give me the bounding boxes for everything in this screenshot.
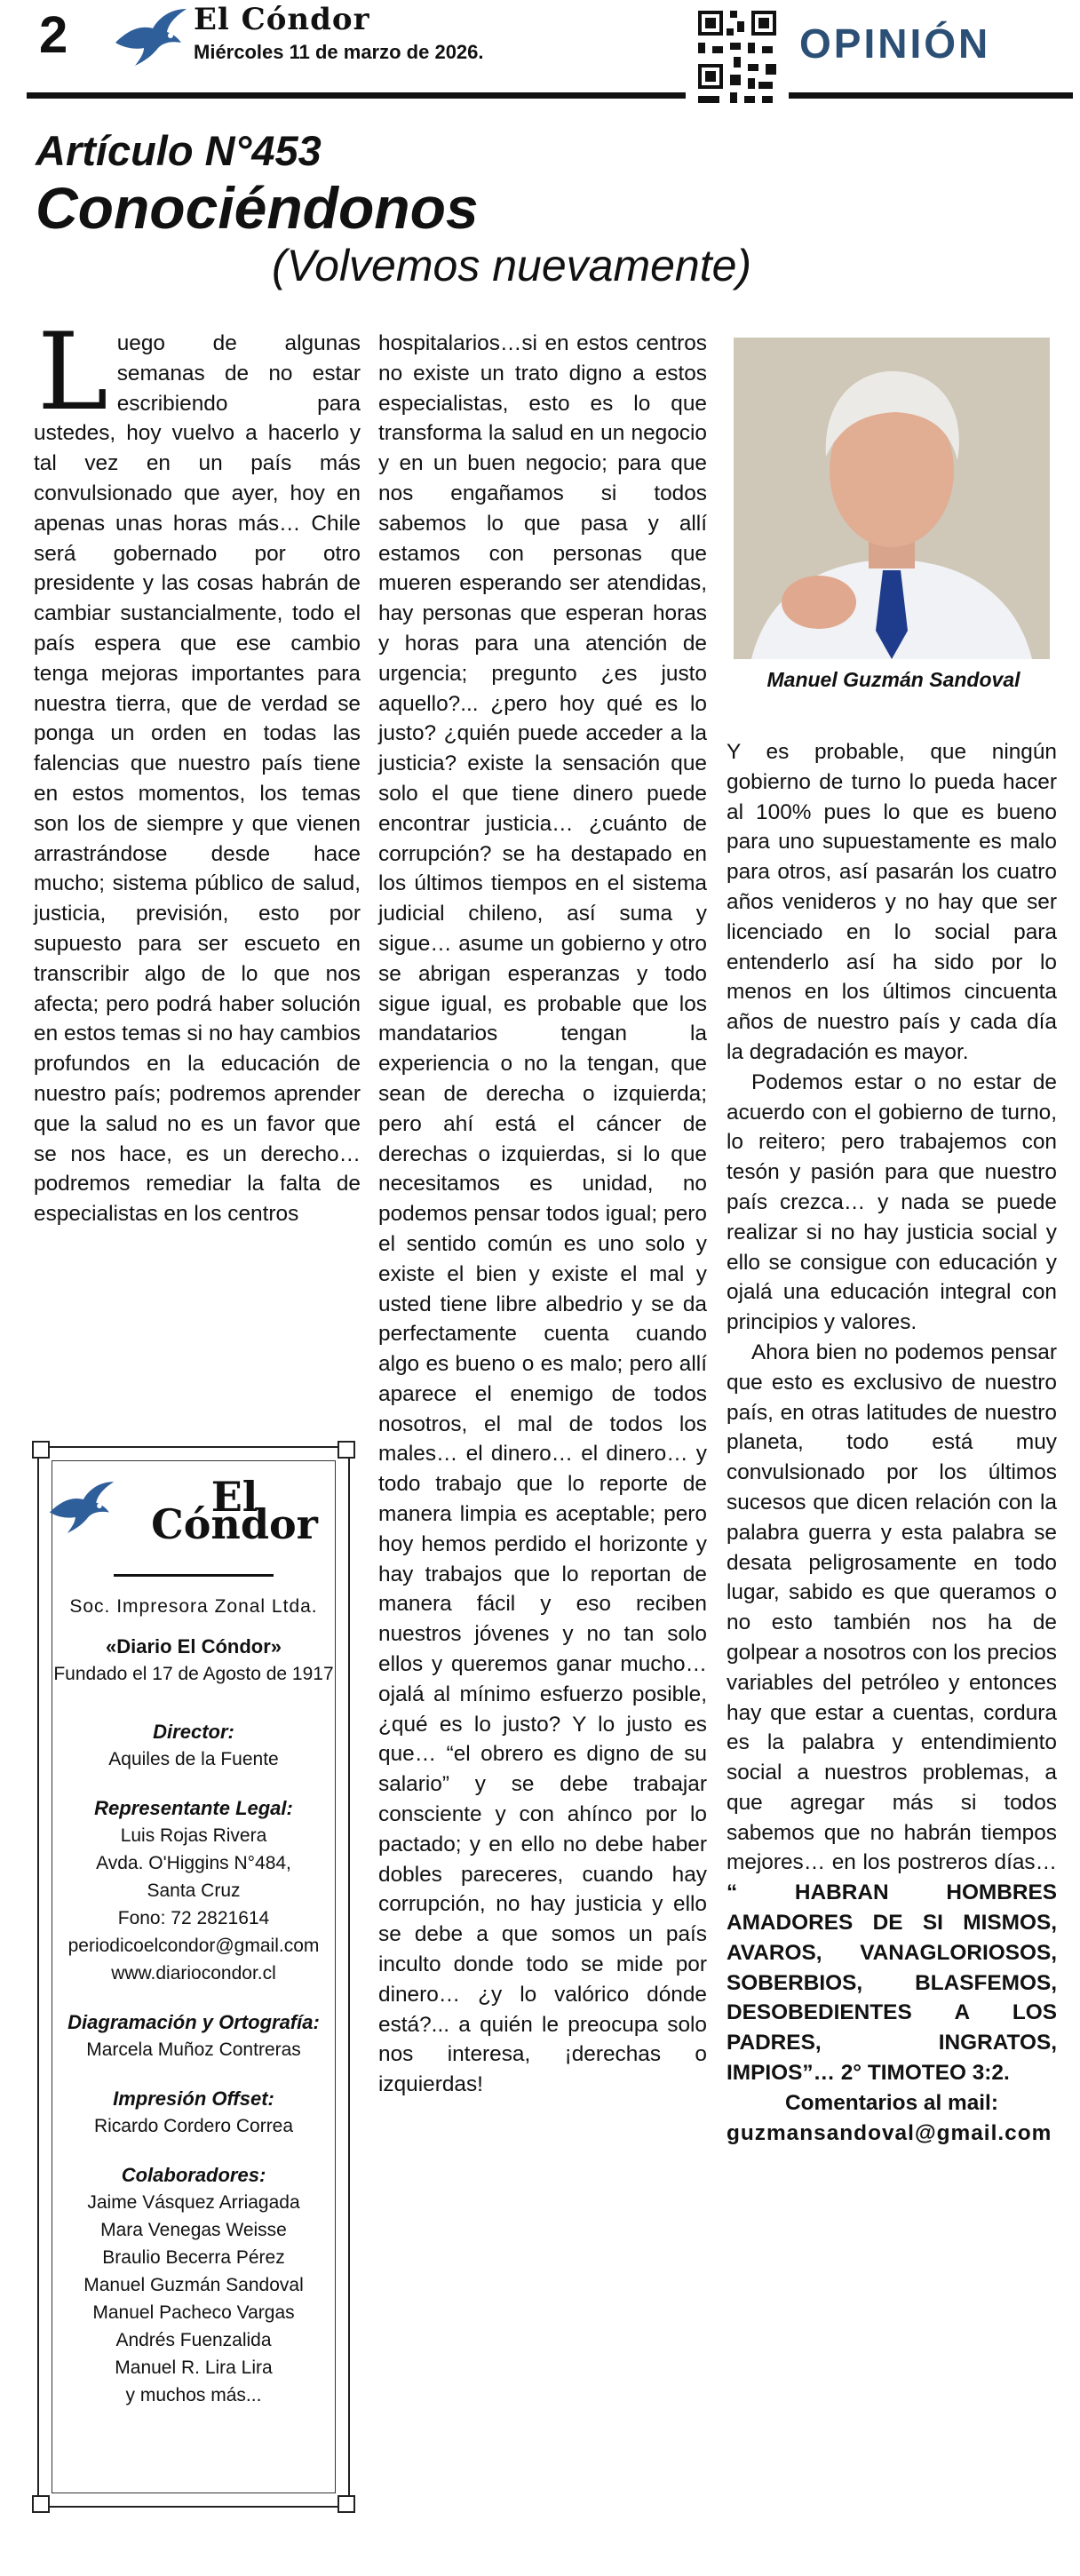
layout-label: Diagramación y Ortografía: — [68, 2011, 320, 2033]
article-number: Artículo N°453 — [36, 127, 322, 174]
issue-date: Miércoles 11 de marzo de 2026. — [194, 41, 484, 63]
comments-label: Comentarios al mail: — [785, 2090, 998, 2115]
article-column-1 — [34, 311, 361, 1229]
photo-caption: Manuel Guzmán Sandoval — [766, 668, 1020, 691]
paper-name: «Diario El Cóndor» — [105, 1635, 282, 1658]
publisher-company: Soc. Impresora Zonal Ltda. — [69, 1596, 318, 1617]
layout-name: Marcela Muñoz Contreras — [86, 2039, 301, 2060]
director-name: Aquiles de la Fuente — [108, 1749, 279, 1769]
section-divider — [789, 92, 1073, 99]
condor-bird-icon — [48, 1480, 115, 1537]
contributor-item: Braulio Becerra Pérez — [102, 2247, 285, 2268]
address-line-2: Santa Cruz — [147, 1880, 241, 1901]
contributors-label: Colaboradores: — [121, 2164, 266, 2186]
header-divider — [27, 92, 686, 99]
contributor-item: Manuel R. Lira Lira — [115, 2357, 273, 2378]
address-line-1: Avda. O'Higgins N°484, — [96, 1853, 291, 1873]
website-link[interactable]: www.diariocondor.cl — [111, 1963, 276, 1984]
article-column-3 — [727, 737, 1057, 2148]
page-number: 2 — [39, 6, 68, 64]
column-3-paragraph-3: Ahora bien no podemos pensar que esto es exclusivo de nuestro país, en otras latitudes de nuestro planeta, todo está muy convulsionado por los últimos sucesos que dicen relación con la palabra guerra y esta palabra se desata peligrosamente en todo lugar, sabido es que queramos o no esto también nos ha de golpear a nosotros con los precios variables del petróleo y entonces hay que estar a cuentas, cordura es la palabra y entendimiento social a nuestros problemas, a que agregar más si todos sabemos que no habrán tiempos mejores… en los postreros días… — [727, 1340, 1057, 1875]
staff-content — [39, 1448, 348, 2409]
newspaper-name: El Cóndor — [194, 2, 370, 37]
contributor-item: y muchos más... — [125, 2385, 262, 2405]
contributor-item: Manuel Guzmán Sandoval — [83, 2275, 304, 2295]
director-label: Director: — [153, 1721, 234, 1743]
box-corner-ornament — [32, 2495, 50, 2513]
contributor-item: Manuel Pacheco Vargas — [92, 2302, 295, 2323]
column-3-paragraph-1: Y es probable, que ningún gobierno de turno lo pueda hacer al 100% pues lo que es bueno para uno supuestamente es malo para otros, así pasarán los cuatro años venideros y no hay que ser licenciado en lo social para entenderlo así ha sido por lo menos en los últimos cincuenta años de nuestro país y cada día la degradación es mayor. — [727, 740, 1057, 1064]
article-column-2 — [378, 329, 707, 2100]
column-2-text: hospitalarios…si en estos centros no existe un trato digno a estos especialistas, esto es lo que transforma la salud en un negocio y en un buen negocio; para que nos engañamos si todos sabemos lo que pasa y allí estamos con personas que mueren esperando ser atendidas, hay personas que esperan horas y horas para una atención de urgencia; pregunto ¿es justo aquello?... ¿pero hoy qué es lo justo? ¿quién puede acceder a la justicia? existe la sensación que solo el que tiene dinero puede encontrar justicia… ¿cuánto de corrupción? se ha destapado en los últimos tiempos en el sistema judicial chileno, así suma y sigue… asume un gobierno y otro se abrigan esperanzas y todo sigue igual, es probable que los mandatarios tengan la experiencia o no la tengan, que sean de derecha o izquierda; pero ahí está el cáncer de derechas o izquierdas, si lo que necesitamos es unidad, no podemos pensar todos igual; pero el sentido común es uno solo y existe el bien y existe el mal y usted tiene libre albedrio y se da perfectamente cuenta cuando algo es bueno o es malo; pero allí aparece el enemigo de todos nosotros, el mal de todos los males… el dinero… el dinero… y todo trabajo que lo reporte de manera limpia es aceptable; pero hoy hemos perdido el horizonte y hay trabajos que lo reportan de manera fácil y eso reciben nuestros jóvenes y no tan solo ellos y queremos ganar mucho… ojalá al mínimo esfuerzo posible, ¿qué es lo justo? Y lo justo es que… “el obrero es digno de su salario” y se debe trabajar consciente y con ahínco por lo pactado; y en ello no debe haber dobles pareceres, cuando hay corrupción, no hay justicia y ello se debe a que somos un país inculto donde todo se mide por dinero… ¿y lo valórico dónde está?... a quién le preocupa solo nos interesa, ¡derechas o izquierdas! — [378, 331, 707, 2097]
print-name: Ricardo Cordero Correa — [93, 2116, 294, 2136]
author-photo — [734, 338, 1050, 659]
staff-logo-text: El Cóndor — [151, 1473, 318, 1548]
staff-box — [37, 1446, 350, 2508]
article-subtitle: (Volvemos nuevamente) — [272, 241, 752, 290]
contributor-item: Andrés Fuenzalida — [115, 2330, 272, 2350]
legal-rep-label: Representante Legal: — [94, 1797, 293, 1819]
column-3-paragraph-2: Podemos estar o no estar de acuerdo con el gobierno de turno, lo reitero; pero trabajemos con tesón y pasión para que nuestro país crezca… y nada se puede realizar si no hay justicia social y ello se consigue con educación y ojalá una educación integral con principios y valores. — [727, 1069, 1057, 1335]
phone-number: Fono: 72 2821614 — [117, 1908, 270, 1928]
print-label: Impresión Offset: — [113, 2087, 274, 2110]
author-email[interactable]: guzmansandoval@gmail.com — [727, 2120, 1052, 2145]
drop-cap: L — [37, 311, 108, 434]
contact-email[interactable]: periodicoelcondor@gmail.com — [68, 1936, 320, 1956]
staff-divider — [114, 1574, 274, 1577]
contributor-item: Mara Venegas Weisse — [100, 2220, 287, 2240]
qr-code-icon[interactable] — [695, 7, 780, 107]
staff-logo — [39, 1448, 348, 1546]
founded-date: Fundado el 17 de Agosto de 1917 — [53, 1664, 334, 1684]
column-1-text: uego de algunas semanas de no estar escribiendo para ustedes, hoy vuelvo a hacerlo y tal vez en un país más convulsionado que ayer, hoy en apenas unas horas más… Chile será gobernado por otro presidente y las cosas habrán de cambiar sustancialmente, todo el país espera que ese cambio tenga mejoras importantes para nuestra tierra, que de verdad se ponga un orden en todas las falencias que nuestro país tiene en estos momentos, los temas son los de siempre y que vienen arrastrándose desde hace mucho; sistema público de salud, justicia, previsión, esto por supuesto para ser escueto en transcribir algo de lo que nos afecta; pero podrá haber solución en estos temas si no hay cambios profundos en la educación de nuestro país; podremos aprender que la salud no es un favor que se nos hace, es un derecho… podremos remediar la falta de especialistas en los centros — [34, 331, 361, 1227]
article-title: Conociéndonos — [36, 175, 479, 241]
section-label: OPINIÓN — [799, 20, 991, 67]
contributor-item: Jaime Vásquez Arriagada — [87, 2192, 300, 2213]
legal-rep-name: Luis Rojas Rivera — [120, 1825, 267, 1846]
condor-bird-icon — [114, 7, 188, 69]
bible-quote: “ HABRAN HOMBRES AMADORES DE SI MISMOS, AVAROS, VANAGLORIOSOS, SOBERBIOS, BLASFEMOS, DESOBEDIENTES A LOS PADRES, INGRATOS, IMPIOS”… 2° TIMOTEO 3:2. — [727, 1880, 1057, 2086]
box-corner-ornament — [338, 2495, 355, 2513]
